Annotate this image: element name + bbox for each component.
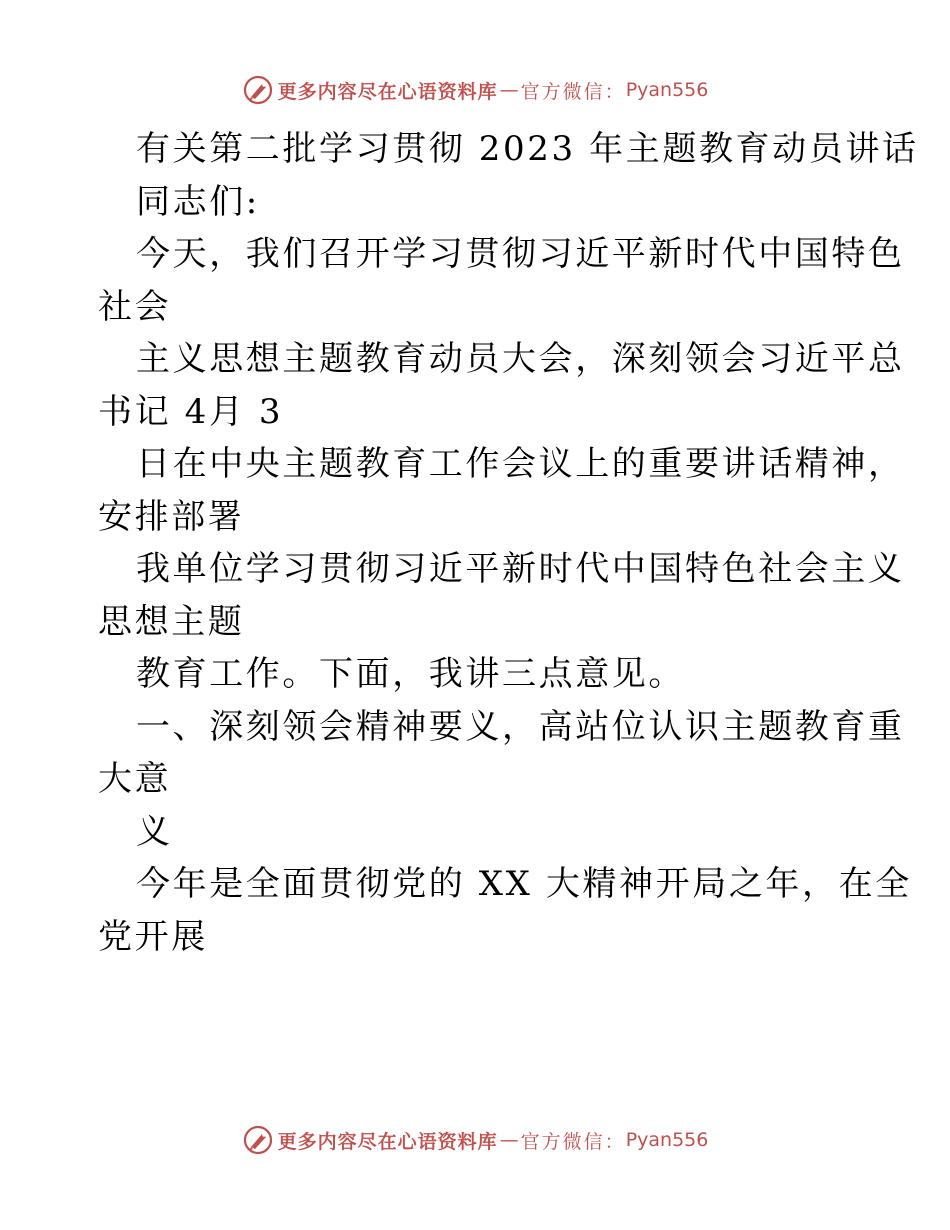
doc-line: 日在中央主题教育工作会议上的重要讲话精神，	[136, 444, 905, 484]
doc-line: 我单位学习贯彻习近平新时代中国特色社会主义	[136, 549, 905, 589]
watermark-main-text: 更多内容尽在心语资料库	[277, 80, 498, 103]
doc-line: 教育工作。下面，我讲三点意见。	[136, 654, 685, 694]
watermark-wechat-id: Pyan556	[625, 79, 709, 101]
doc-line: 党开展	[98, 916, 208, 957]
doc-line: 同志们:	[136, 181, 260, 222]
doc-line: 今年是全面贯彻党的 XX 大精神开局之年，在全	[136, 864, 912, 904]
doc-line: 书记 4月 3	[98, 391, 284, 432]
watermark-main-text: 更多内容尽在心语资料库	[277, 1130, 498, 1153]
document-body	[98, 123, 919, 963]
pen-logo-icon	[242, 1124, 274, 1156]
watermark-dash: —	[499, 79, 519, 101]
watermark-wechat-label: 官方微信：	[520, 1130, 626, 1153]
watermark-dash: —	[499, 1129, 519, 1151]
pen-logo-icon	[242, 74, 274, 106]
footer-watermark	[0, 1120, 950, 1160]
doc-line: 社会	[98, 286, 172, 327]
watermark-wechat-id: Pyan556	[625, 1129, 709, 1151]
doc-line: 义	[136, 811, 173, 852]
watermark-wechat-label: 官方微信：	[520, 80, 626, 103]
header-watermark	[0, 70, 950, 110]
doc-title: 有关第二批学习贯彻 2023 年主题教育动员讲话	[136, 129, 919, 169]
doc-line: 大意	[98, 759, 172, 799]
doc-line: 思想主题	[98, 601, 245, 642]
doc-section-heading: 一、深刻领会精神要义，高站位认识主题教育重	[136, 706, 905, 747]
doc-line: 安排部署	[98, 496, 245, 537]
doc-line: 主义思想主题教育动员大会，深刻领会习近平总	[136, 339, 905, 379]
doc-line: 今天，我们召开学习贯彻习近平新时代中国特色	[136, 234, 905, 274]
